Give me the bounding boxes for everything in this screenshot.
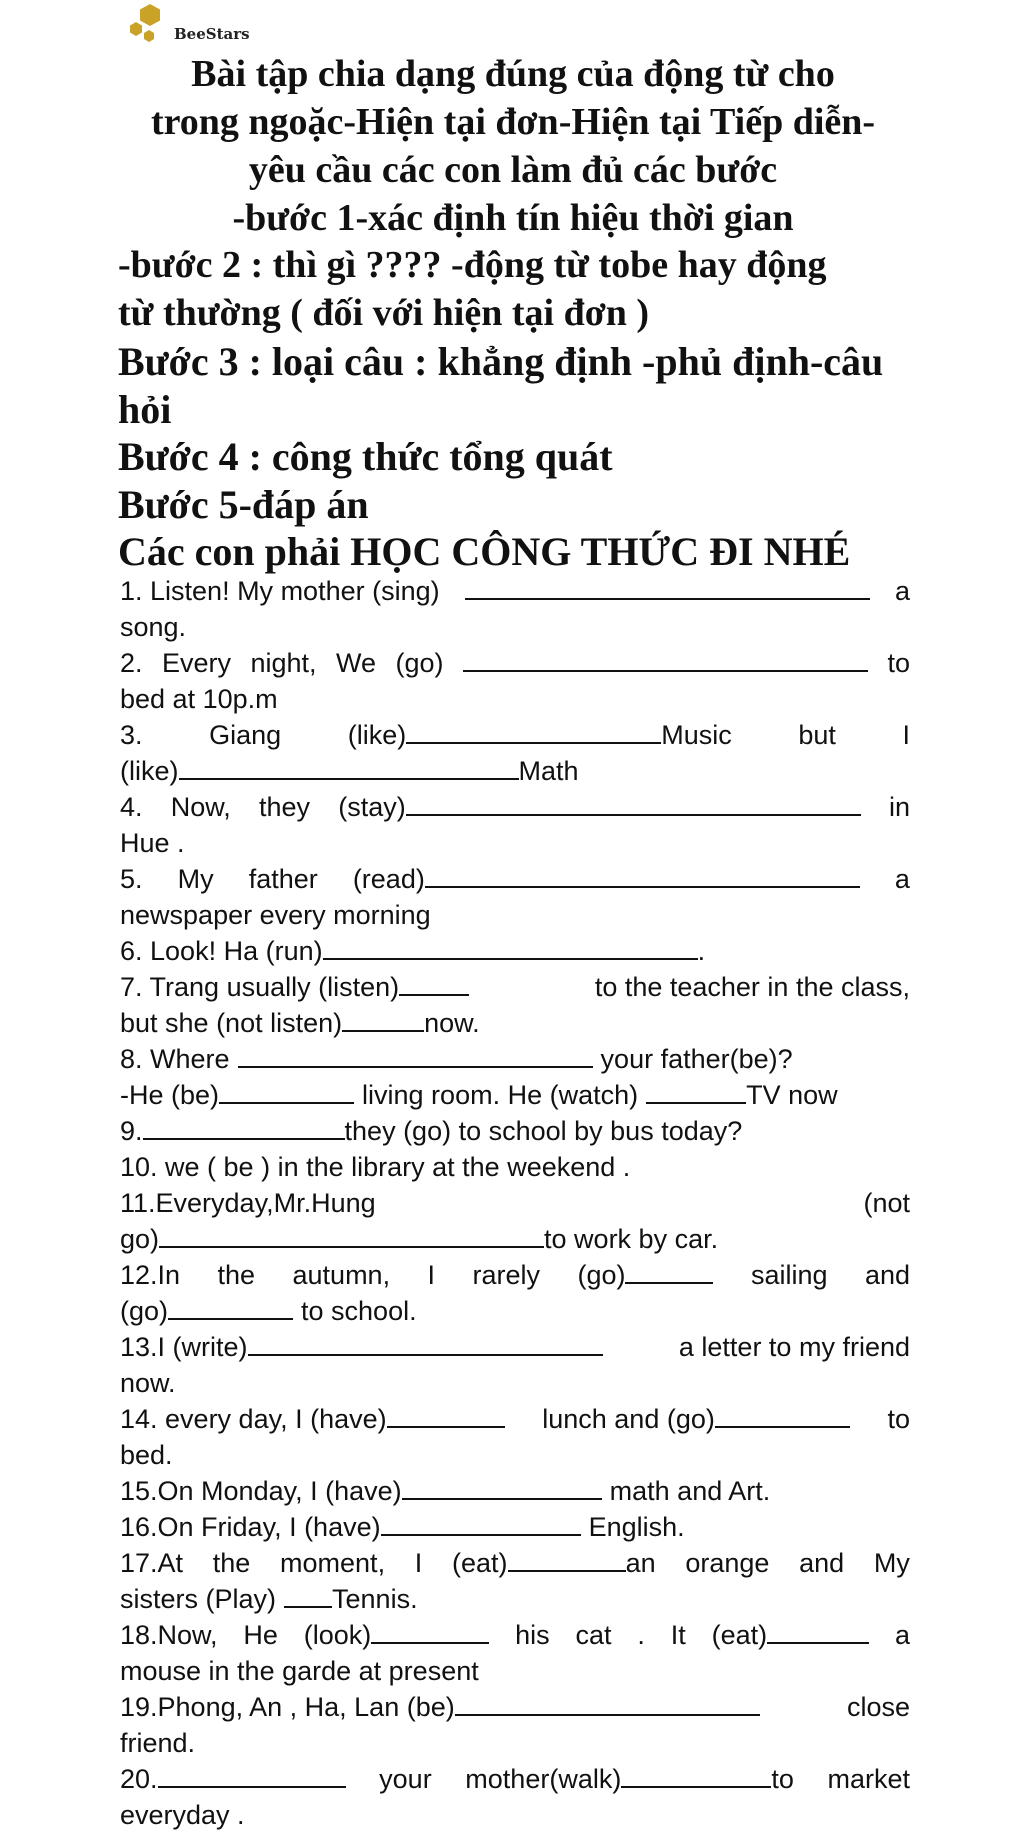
exercise-text: lunch and (go)	[542, 1404, 715, 1434]
answer-blank[interactable]	[625, 1260, 713, 1284]
answer-blank[interactable]	[158, 1764, 346, 1788]
exercise-19-line-1	[120, 1689, 910, 1725]
answer-blank[interactable]	[143, 1116, 345, 1140]
exercise-text: orange	[685, 1548, 770, 1578]
beestars-logo	[127, 2, 250, 50]
answer-blank[interactable]	[465, 576, 870, 600]
answer-blank[interactable]	[168, 1296, 293, 1320]
exercise-text: 3.	[120, 720, 143, 750]
exercise-group	[338, 789, 861, 825]
exercise-group	[465, 1761, 794, 1797]
exercise-text: 16.On Friday, I (have)	[120, 1512, 381, 1542]
exercise-group	[304, 1617, 490, 1653]
exercise-text: It	[670, 1620, 686, 1650]
exercise-text: 5.	[120, 864, 143, 894]
exercise-text: 18.Now,	[120, 1620, 218, 1650]
exercise-text: 2.	[120, 648, 143, 678]
exercise-text: close	[846, 1692, 910, 1722]
title-line-4: -bước 1-xác định tín hiệu thời gian	[232, 197, 794, 239]
exercise-text: song.	[120, 612, 187, 642]
exercise-6	[120, 933, 910, 969]
exercise-group	[577, 1257, 713, 1293]
exercise-14-line-2	[120, 1437, 910, 1473]
exercise-text: to	[887, 1404, 910, 1434]
answer-blank[interactable]	[399, 972, 469, 996]
exercise-text: to school.	[301, 1296, 417, 1326]
answer-blank[interactable]	[381, 1512, 581, 1536]
exercise-group	[120, 969, 469, 1005]
exercise-text: newspaper every morning	[120, 900, 431, 930]
answer-blank[interactable]	[715, 1404, 850, 1428]
exercise-13-line-1	[120, 1329, 910, 1365]
exercise-text: I	[902, 720, 910, 750]
exercise-2-line-1	[120, 645, 910, 681]
exercise-group	[120, 1401, 505, 1437]
exercise-text: 14. every day, I (have)	[120, 1404, 387, 1434]
exercise-text: My	[873, 1548, 910, 1578]
exercise-text: 19.Phong, An , Ha, Lan (be)	[120, 1692, 455, 1722]
exercise-text: they	[259, 792, 311, 822]
exercise-3-line-2	[120, 753, 910, 789]
exercise-text: Math	[518, 756, 579, 786]
exercise-text: -He (be)	[120, 1080, 220, 1110]
exercise-text: Hue .	[120, 828, 185, 858]
logo-text: BeeStars	[174, 25, 250, 43]
answer-blank[interactable]	[425, 864, 860, 888]
exercise-text: .	[637, 1620, 645, 1650]
answer-blank[interactable]	[284, 1584, 332, 1608]
exercise-5-line-2	[120, 897, 910, 933]
answer-blank[interactable]	[463, 648, 868, 672]
exercise-text: everyday .	[120, 1800, 245, 1830]
exercise-text: (stay)	[338, 792, 406, 822]
exercise-group	[120, 1689, 760, 1725]
exercise-list	[120, 573, 910, 1833]
exercise-text: 9.	[120, 1116, 143, 1146]
exercise-1-line-2	[120, 609, 910, 645]
exercise-text: math and Art.	[609, 1476, 771, 1506]
exercise-text: in	[888, 792, 910, 822]
exercise-text: Giang	[209, 720, 282, 750]
exercise-text: mouse in the garde at present	[120, 1656, 479, 1686]
exercise-text: they (go) to school by bus today?	[344, 1116, 743, 1146]
exercise-text: but she (not listen)	[120, 1008, 343, 1038]
exercise-group	[348, 717, 732, 753]
exercise-11-line-1	[120, 1185, 910, 1221]
honeycomb-icon	[127, 2, 173, 48]
exercise-7-line-2	[120, 1005, 910, 1041]
title-line-3: yêu cầu các con làm đủ các bước	[248, 149, 778, 191]
exercise-text: now.	[120, 1368, 176, 1398]
exercise-8-line-2	[120, 1077, 910, 1113]
exercise-4-line-2	[120, 825, 910, 861]
exercise-text: 11.Everyday,Mr.Hung	[120, 1188, 376, 1218]
exercise-text: 4.	[120, 792, 143, 822]
exercise-12-line-1	[120, 1257, 910, 1293]
exercise-text: 7. Trang usually (listen)	[120, 972, 400, 1002]
title-line-1: Bài tập chia dạng đúng của động từ cho	[191, 53, 835, 95]
answer-blank[interactable]	[179, 756, 519, 780]
exercise-text: I	[427, 1260, 436, 1290]
step-5: Bước 5-đáp án	[118, 482, 369, 527]
exercise-text: bed at 10p.m	[120, 684, 278, 714]
exercise-text: but	[798, 720, 836, 750]
exercise-4-line-1	[120, 789, 910, 825]
answer-blank[interactable]	[767, 1620, 869, 1644]
exercise-text: bed.	[120, 1440, 173, 1470]
exercise-text: to	[771, 1764, 794, 1794]
exercise-14-line-1	[120, 1401, 910, 1437]
exercise-text: I	[414, 1548, 423, 1578]
exercise-text: We	[336, 648, 377, 678]
exercise-text: rarely	[472, 1260, 541, 1290]
exercise-group	[353, 861, 860, 897]
exercise-group	[542, 1401, 850, 1437]
exercise-text: (go)	[120, 1296, 169, 1326]
exercise-11-line-2	[120, 1221, 910, 1257]
exercise-20-line-1	[120, 1761, 910, 1797]
exercise-group	[120, 1329, 603, 1365]
exercise-text: a letter to my friend	[678, 1332, 910, 1362]
answer-blank[interactable]	[387, 1404, 505, 1428]
exercise-text: Tennis.	[332, 1584, 418, 1614]
title-line-2: trong ngoặc-Hiện tại đơn-Hiện tại Tiếp diễn-	[150, 101, 876, 143]
exercise-text: the	[212, 1548, 251, 1578]
step-3-line-1: Bước 3 : loại câu : khẳng định -phủ định-câu	[118, 339, 884, 384]
exercise-text: (eat)	[452, 1548, 508, 1578]
answer-blank[interactable]	[323, 936, 698, 960]
exercise-text: (look)	[303, 1620, 372, 1650]
exercise-5-line-1	[120, 861, 910, 897]
answer-blank[interactable]	[342, 1008, 424, 1032]
answer-blank[interactable]	[159, 1224, 544, 1248]
exercise-text: 6. Look! Ha (run)	[120, 936, 323, 966]
answer-blank[interactable]	[508, 1548, 626, 1572]
answer-blank[interactable]	[238, 1044, 593, 1068]
exercise-text: Now,	[170, 792, 231, 822]
exercise-text: to	[887, 648, 910, 678]
answer-blank[interactable]	[402, 1476, 602, 1500]
exercise-text: (eat)	[711, 1620, 768, 1650]
answer-blank[interactable]	[621, 1764, 771, 1788]
exercise-10	[120, 1149, 910, 1185]
exercise-12-line-2	[120, 1293, 910, 1329]
exercise-1-line-1	[120, 573, 910, 609]
exercise-text: market	[827, 1764, 910, 1794]
exercise-text: (not	[863, 1188, 910, 1218]
exercise-text: a	[894, 864, 910, 894]
answer-blank[interactable]	[406, 720, 661, 744]
exercise-17-line-2	[120, 1581, 910, 1617]
exercise-text: (go)	[395, 648, 444, 678]
exercise-13-line-2	[120, 1365, 910, 1401]
exercise-text: friend.	[120, 1728, 196, 1758]
answer-blank[interactable]	[248, 1332, 603, 1356]
exercise-text: He	[243, 1620, 278, 1650]
exercise-text: 13.I (write)	[120, 1332, 248, 1362]
exercise-text: night,	[250, 648, 317, 678]
exercise-text: and	[864, 1260, 910, 1290]
exercise-text: 15.On Monday, I (have)	[120, 1476, 402, 1506]
exercise-text: moment,	[280, 1548, 386, 1578]
exercise-20-line-2	[120, 1797, 910, 1833]
exercise-group	[452, 1545, 656, 1581]
answer-blank[interactable]	[455, 1692, 760, 1716]
exercise-text: an	[625, 1548, 656, 1578]
step-4: Bước 4 : công thức tổng quát	[118, 434, 613, 479]
exercise-text: 1. Listen! My mother (sing)	[120, 576, 440, 606]
exercise-text: .	[697, 936, 706, 966]
exercise-text: 12.In	[120, 1260, 181, 1290]
exercise-text: 8. Where	[120, 1044, 230, 1074]
step-3-line-2: hỏi	[118, 387, 172, 432]
exercise-text: TV now	[746, 1080, 838, 1110]
exercise-text: to work by car.	[544, 1224, 719, 1254]
exercise-text: the	[217, 1260, 256, 1290]
exercise-18-line-2	[120, 1653, 910, 1689]
exercise-text: your	[379, 1764, 432, 1794]
exercise-17-line-1	[120, 1545, 910, 1581]
exercise-18-line-1	[120, 1617, 910, 1653]
exercise-8-line-1	[120, 1041, 910, 1077]
exercise-text: to the teacher in the class,	[594, 972, 910, 1002]
exercise-2-line-2	[120, 681, 910, 717]
exercise-text: cat	[575, 1620, 612, 1650]
exercise-text: 20.	[120, 1764, 158, 1794]
step-2-line-2: từ thường ( đối với hiện tại đơn )	[118, 292, 650, 334]
exercise-text: (go)	[577, 1260, 626, 1290]
exercise-group	[712, 1617, 870, 1653]
exercise-text: sailing	[750, 1260, 828, 1290]
answer-blank[interactable]	[219, 1080, 354, 1104]
exercise-text: 17.At	[120, 1548, 184, 1578]
exercise-text: and	[799, 1548, 845, 1578]
exercise-text: (like)	[120, 756, 179, 786]
answer-blank[interactable]	[406, 792, 861, 816]
exercise-text: Every	[162, 648, 232, 678]
exercise-text: My	[177, 864, 214, 894]
exercise-text: father	[248, 864, 318, 894]
exercise-7-line-1	[120, 969, 910, 1005]
exercise-text: living room. He (watch)	[362, 1080, 639, 1110]
exercise-text: your father(be)?	[600, 1044, 793, 1074]
exercise-text: sisters (Play)	[120, 1584, 277, 1614]
exercise-text: now.	[424, 1008, 480, 1038]
exercise-16	[120, 1509, 910, 1545]
exercise-text: 10. we ( be ) in the library at the weekend .	[120, 1152, 631, 1182]
step-2-line-1: -bước 2 : thì gì ???? -động từ tobe hay động	[118, 244, 827, 286]
exercise-9	[120, 1113, 910, 1149]
exercise-3-line-1	[120, 717, 910, 753]
exercise-text: autumn,	[292, 1260, 391, 1290]
exercise-text: mother(walk)	[465, 1764, 622, 1794]
exercise-text: (like)	[347, 720, 407, 750]
answer-blank[interactable]	[646, 1080, 746, 1104]
formula-note: Các con phải HỌC CÔNG THỨC ĐI NHÉ	[118, 529, 851, 574]
exercise-text: English.	[588, 1512, 685, 1542]
exercise-15	[120, 1473, 910, 1509]
exercise-text: a	[894, 1620, 910, 1650]
answer-blank[interactable]	[371, 1620, 489, 1644]
exercise-group	[120, 1761, 346, 1797]
exercise-text: (read)	[352, 864, 425, 894]
exercise-text: a	[894, 576, 910, 606]
exercise-text: Music	[661, 720, 732, 750]
exercise-text: his	[515, 1620, 550, 1650]
exercise-19-line-2	[120, 1725, 910, 1761]
exercise-text: go)	[120, 1224, 160, 1254]
